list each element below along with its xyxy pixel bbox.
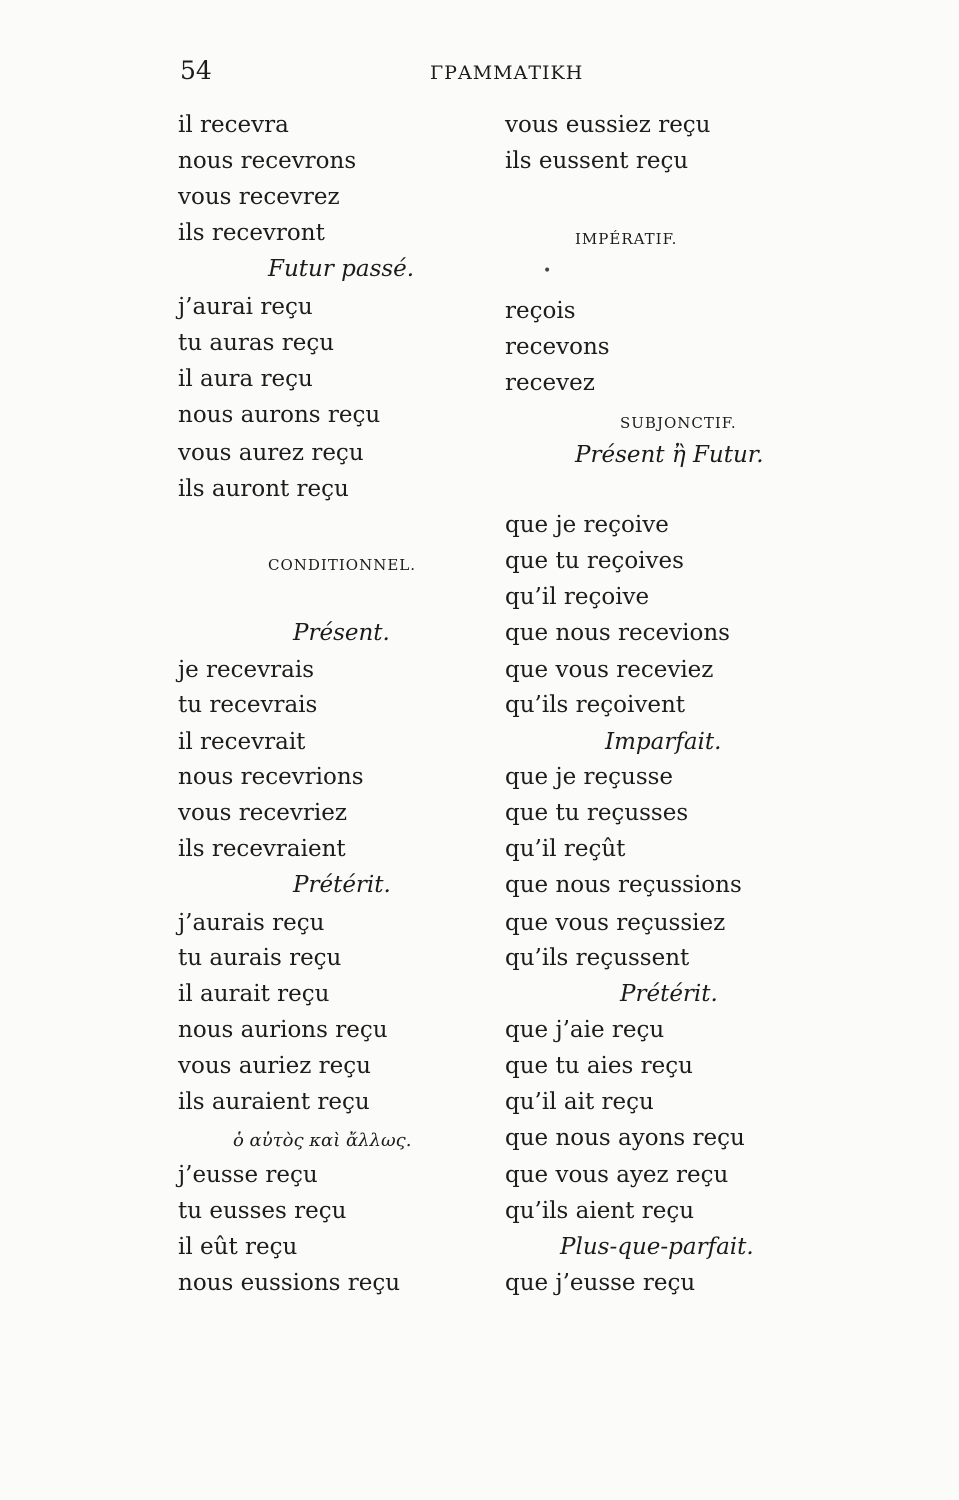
- mood-heading: IMPÉRATIF.: [575, 230, 678, 248]
- verb-form: que tu aies reçu: [505, 1053, 693, 1079]
- verb-form: ils recevraient: [178, 836, 346, 862]
- verb-form: il aurait reçu: [178, 981, 330, 1007]
- tense-heading: Présent ἢ Futur.: [575, 442, 764, 468]
- verb-form: qu’ils reçoivent: [505, 692, 686, 718]
- verb-form: nous recevrons: [178, 148, 357, 174]
- verb-form: il aura reçu: [178, 366, 313, 392]
- tense-heading: Prétérit.: [293, 872, 391, 898]
- verb-form: vous recevrez: [178, 184, 340, 210]
- verb-form: qu’ils aient reçu: [505, 1198, 695, 1224]
- verb-form: qu’il reçoive: [505, 584, 650, 610]
- verb-form: que vous receviez: [505, 657, 714, 683]
- verb-form: que tu reçoives: [505, 548, 684, 574]
- verb-form: ils auraient reçu: [178, 1089, 370, 1115]
- verb-form: tu eusses reçu: [178, 1198, 347, 1224]
- verb-form: que j’eusse reçu: [505, 1270, 696, 1296]
- verb-form: nous recevrions: [178, 764, 364, 790]
- verb-form: nous eussions reçu: [178, 1270, 401, 1296]
- verb-form: que nous ayons reçu: [505, 1125, 745, 1151]
- verb-form: vous aurez reçu: [178, 440, 364, 466]
- verb-form: ils eussent reçu: [505, 148, 689, 174]
- verb-form: vous auriez reçu: [178, 1053, 371, 1079]
- page-number: 54: [180, 56, 212, 85]
- running-title: ΓΡΑΜΜΑΤΙΚΗ: [430, 62, 584, 84]
- verb-form: je recevrais: [178, 657, 315, 683]
- verb-form: il recevra: [178, 112, 289, 138]
- verb-form: tu recevrais: [178, 692, 318, 718]
- tense-heading: Présent.: [293, 620, 390, 646]
- verb-form: que nous reçussions: [505, 872, 742, 898]
- mood-heading: SUBJONCTIF.: [620, 414, 737, 432]
- verb-form: il eût reçu: [178, 1234, 298, 1260]
- verb-form: reçois: [505, 298, 576, 324]
- asterisk-mark-icon: •: [543, 263, 552, 279]
- verb-form: qu’il ait reçu: [505, 1089, 654, 1115]
- verb-form: que je reçoive: [505, 512, 669, 538]
- page-header: [0, 52, 959, 92]
- verb-form: nous aurons reçu: [178, 402, 381, 428]
- verb-form: recevez: [505, 370, 595, 396]
- verb-form: ils recevront: [178, 220, 325, 246]
- verb-form: il recevrait: [178, 729, 306, 755]
- verb-form: j’aurai reçu: [178, 294, 313, 320]
- verb-form: vous eussiez reçu: [505, 112, 711, 138]
- verb-form: j’eusse reçu: [178, 1162, 318, 1188]
- greek-note: ὁ αὐτὸς καὶ ἄλλως.: [233, 1130, 412, 1151]
- verb-form: que tu reçusses: [505, 800, 689, 826]
- verb-form: recevons: [505, 334, 610, 360]
- verb-form: que je reçusse: [505, 764, 674, 790]
- verb-form: que vous ayez reçu: [505, 1162, 729, 1188]
- mood-heading: CONDITIONNEL.: [268, 556, 417, 574]
- verb-form: j’aurais reçu: [178, 910, 325, 936]
- verb-form: qu’il reçût: [505, 836, 626, 862]
- verb-form: nous aurions reçu: [178, 1017, 388, 1043]
- verb-form: qu’ils reçussent: [505, 945, 690, 971]
- verb-form: ils auront reçu: [178, 476, 349, 502]
- tense-heading: Imparfait.: [605, 729, 722, 755]
- tense-heading: Plus-que-parfait.: [560, 1234, 754, 1260]
- verb-form: vous recevriez: [178, 800, 347, 826]
- verb-form: tu aurais reçu: [178, 945, 342, 971]
- verb-form: tu auras reçu: [178, 330, 335, 356]
- tense-heading: Prétérit.: [620, 981, 718, 1007]
- tense-heading: Futur passé.: [268, 256, 415, 282]
- verb-form: que vous reçussiez: [505, 910, 726, 936]
- verb-form: que nous recevions: [505, 620, 730, 646]
- verb-form: que j’aie reçu: [505, 1017, 665, 1043]
